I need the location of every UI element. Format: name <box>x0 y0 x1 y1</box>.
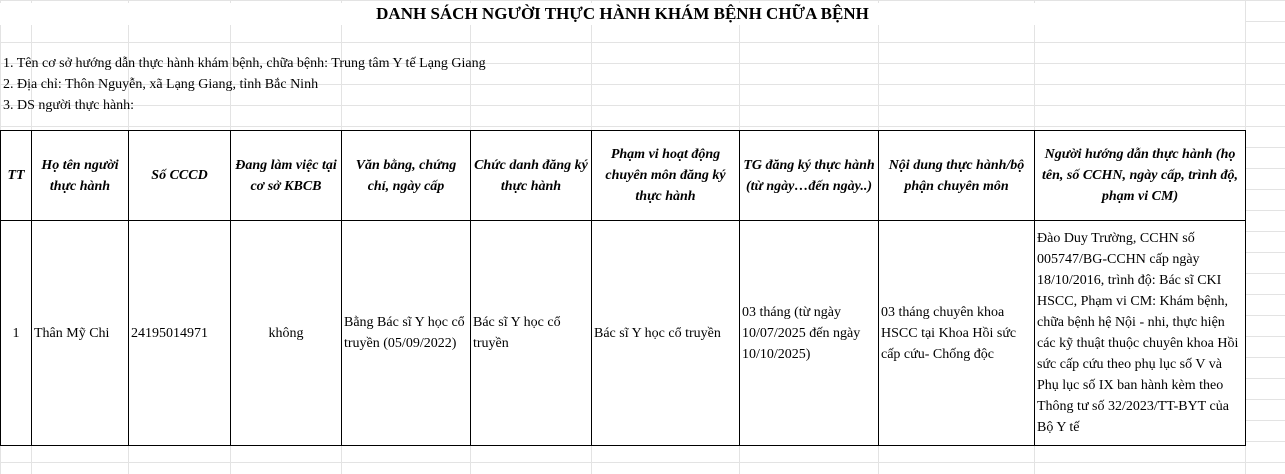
facility-name: 1. Tên cơ sở hướng dẫn thực hành khám bệnh, chữa bệnh: Trung tâm Y tế Lạng Giang <box>3 56 486 71</box>
cell-title: Bác sĩ Y học cổ truyền <box>471 221 592 446</box>
cell-tt: 1 <box>1 221 32 446</box>
practitioner-list-label: 3. DS người thực hành: <box>3 98 135 113</box>
col-header-supervisor: Người hướng dẫn thực hành (họ tên, số CCHN, ngày cấp, trình độ, phạm vi CM) <box>1035 131 1246 221</box>
col-header-degree: Văn bằng, chứng chỉ, ngày cấp <box>342 131 471 221</box>
cell-period: 03 tháng (từ ngày 10/07/2025 đến ngày 10/10/2025) <box>740 221 879 446</box>
cell-content: 03 tháng chuyên khoa HSCC tại Khoa Hồi sức cấp cứu- Chống độc <box>879 221 1035 446</box>
page-title: DANH SÁCH NGƯỜI THỰC HÀNH KHÁM BỆNH CHỮA BỆNH <box>0 3 1245 25</box>
col-header-workplace: Đang làm việc tại cơ sở KBCB <box>231 131 342 221</box>
table-row <box>1 221 1246 446</box>
col-header-content: Nội dung thực hành/bộ phận chuyên môn <box>879 131 1035 221</box>
col-header-tt: TT <box>1 131 32 221</box>
cell-workplace: không <box>231 221 342 446</box>
cell-supervisor: Đào Duy Trường, CCHN số 005747/BG-CCHN cấp ngày 18/10/2016, trình độ: Bác sĩ CKI HSCC, Phạm vi CM: Khám bệnh, chữa bệnh hệ Nội - nhi, thực hiện các kỹ thuật thuộc chuyên khoa Hồi sức cấp cứu theo phụ lục số V và Phụ lục số IX ban hành kèm theo Thông tư số 32/2023/TT-BYT của Bộ Y tế <box>1035 221 1246 446</box>
col-header-name: Họ tên người thực hành <box>32 131 129 221</box>
col-header-id-number: Số CCCD <box>129 131 231 221</box>
col-header-period: TG đăng ký thực hành (từ ngày…đến ngày..) <box>740 131 879 221</box>
cell-id-number: 24195014971 <box>129 221 231 446</box>
cell-name: Thân Mỹ Chi <box>32 221 129 446</box>
cell-degree: Bằng Bác sĩ Y học cổ truyền (05/09/2022) <box>342 221 471 446</box>
col-header-title: Chức danh đăng ký thực hành <box>471 131 592 221</box>
facility-address: 2. Địa chỉ: Thôn Nguyễn, xã Lạng Giang, tỉnh Bắc Ninh <box>3 77 319 92</box>
practitioner-table <box>0 130 1246 446</box>
cell-scope: Bác sĩ Y học cổ truyền <box>592 221 740 446</box>
table-header-row <box>1 131 1246 221</box>
col-header-scope: Phạm vi hoạt động chuyên môn đăng ký thực hành <box>592 131 740 221</box>
